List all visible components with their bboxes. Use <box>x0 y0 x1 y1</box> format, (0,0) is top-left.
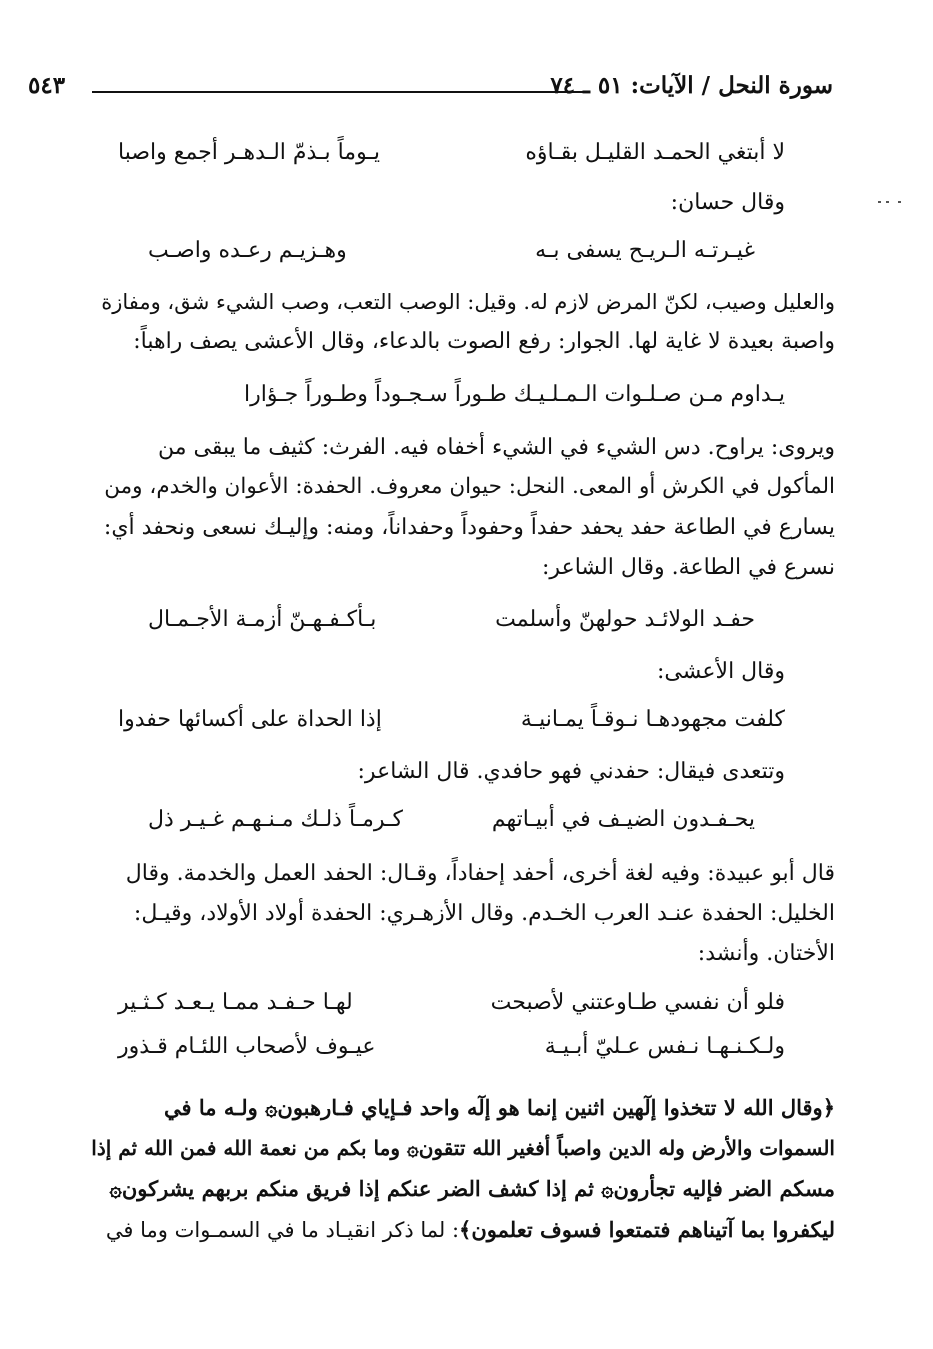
text-line: نسرع في الطاعة. وقال الشاعر: <box>542 555 835 580</box>
text-line: ويروى: يراوح. دس الشيء في الشيء أخفاه فيه. الفرث: كثيف ما يبقى من <box>158 435 835 460</box>
verse-1-first-hemistich: لا أبتغي الحمـد القليـل بقـاؤه <box>525 140 785 165</box>
quran-line: ﴿وقال الله لا تتخذوا إلٓهين اثنين إنما هو إلٓه واحد فـإياي فـارهبون۞ ولـه ما في <box>164 1095 835 1120</box>
verse-4-first-hemistich: حفـد الولائـد حولهنّ وأسلمت <box>495 607 755 632</box>
verse-8-first-hemistich: ولـكـنـهـا نـفس عـليّ أبـيـة <box>544 1034 785 1059</box>
header-rule <box>92 91 590 93</box>
verse-6-second-hemistich: كـرمـاً ذلـك مـنـهـم غـيـر ذل <box>148 807 403 832</box>
text-line: وقال حسان: <box>670 190 785 215</box>
quran-line: السموات والأرض وله الدين واصباً أفغير الله تتقون۞ وما بكم من نعمة الله فمن الله ثم إذا <box>91 1136 835 1160</box>
running-header: سورة النحل / الآيات: ٥١ ـ ٧٤ <box>550 72 833 99</box>
verse-5-second-hemistich: إذا الحداة على أكسائها حفدوا <box>118 707 382 732</box>
text-line: وتتعدى فيقال: حفدني فهو حافدي. قال الشاعر: <box>357 759 785 784</box>
verse-6-first-hemistich: يحـفـدون الضيـف في أبيـاتهم <box>491 807 755 832</box>
text-line: وقال الأعشى: <box>657 659 785 684</box>
text-line: والعليل وصيب، لكنّ المرض لازم له. وقيل: الوصب التعب، وصب الشيء شق، ومفازة <box>101 290 835 314</box>
quran-line: مسكم الضر فإليه تجأرون۞ ثم إذا كشف الضر عنكم إذا فريق منكم بربهم يشركون۞ <box>109 1176 835 1201</box>
scan-speck <box>876 198 906 206</box>
text-line: واصبة بعيدة لا غاية لها. الجوار: رفع الصوت بالدعاء، وقال الأعشى يصف راهباً: <box>133 329 835 354</box>
verse-1-second-hemistich: يـوماً بـذمّ الـدهـر أجمع واصبا <box>118 140 381 165</box>
quran-text: ليكفروا بما آتيناهم فتمتعوا فسوف تعلمون﴾ <box>459 1217 835 1242</box>
quran-line-mixed <box>106 1217 835 1242</box>
verse-7-first-hemistich: فلو أن نفسي طـاوعتني لأصبحت <box>490 990 785 1015</box>
text-line: الأختان. وأنشد: <box>697 941 835 966</box>
text-line: الخليل: الحفدة عنـد العرب الخـدم. وقال الأزهـري: الحفدة أولاد الأولاد، وقيـل: <box>133 901 835 926</box>
verse-3: يـداوم مـن صـلـوات الـمـلـيـك طـوراً سـجـوداً وطـوراً جـؤارا <box>243 382 785 407</box>
verse-2-second-hemistich: وهـزيـم رعـده واصـب <box>148 238 347 263</box>
verse-5-first-hemistich: كلفت مجهودهـا نـوقـاً يمـانيـة <box>520 707 785 732</box>
page-number: ٥٤٣ <box>28 72 66 99</box>
verse-7-second-hemistich: لهـا حـفـد ممـا يـعـد كـثـير <box>118 990 353 1015</box>
verse-2-first-hemistich: غيـرتـه الـريـح يسفى بـه <box>535 238 755 263</box>
text-line: المأكول في الكرش أو المعى. النحل: حيوان معروف. الحفدة: الأعوان والخدم، ومن <box>104 474 835 499</box>
text-line: قال أبو عبيدة: وفيه لغة أخرى، أحفد إحفاداً، وقـال: الحفد العمل والخدمة. وقال <box>125 861 835 886</box>
verse-8-second-hemistich: عيـوف لأصحاب اللئـام قـذور <box>118 1034 376 1059</box>
commentary-text: : لما ذكر انقيـاد ما في السمـوات وما في <box>105 1218 460 1242</box>
text-line: يسارع في الطاعة حفد يحفد حفداً وحفوداً وحفداناً، ومنه: وإليـك نسعى ونحفد أي: <box>103 515 835 540</box>
verse-4-second-hemistich: بـأكـفـهـنّ أزمـة الأجـمـال <box>148 607 377 632</box>
